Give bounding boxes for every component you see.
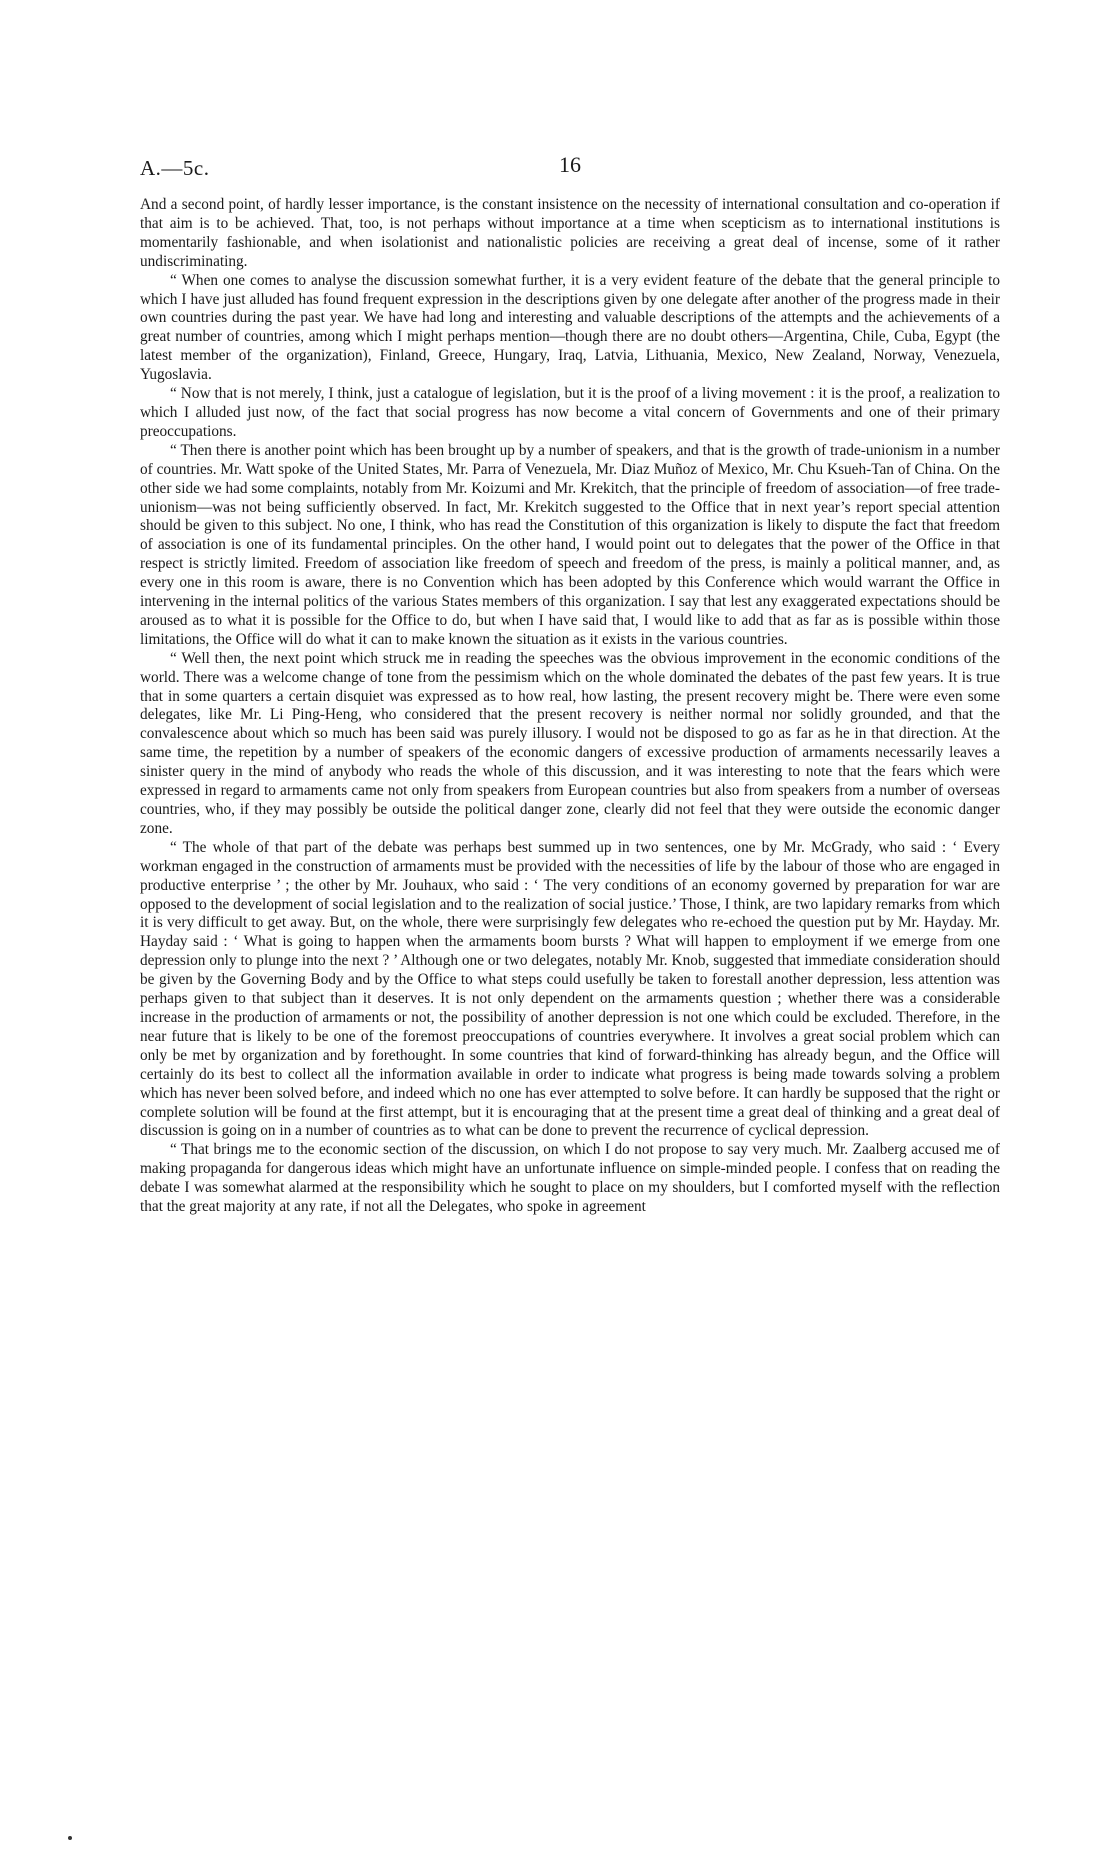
paragraph-6: “ The whole of that part of the debate was perhaps best summed up in two sentences, one by Mr. McGrady, who said : ‘ Every workman engaged in the construction of armaments must be provided with the necessities of life by the labour of those who are engaged in productive enterprise ’ ; the other by Mr. Jouhaux, who said : ‘ The very conditions of an economy governed by preparation for war are opposed to the development of social legislation and to the realization of social justice.’ Those, I think, are two lapidary remarks from which it is very difficult to get away. But, on the whole, there were surprisingly few delegates who re-echoed the question put by Mr. Hayday. Mr. Hayday said : ‘ What is going to happen when the armaments boom bursts ? What will happen to employment if we emerge from one depression only to plunge into the next ? ’ Although one or two delegates, notably Mr. Knob, suggested that immediate consideration should be given by the Governing Body and by the Office to what steps could usefully be taken to forestall another depression, less attention was perhaps given to that subject than it deserves. It is not only dependent on the armaments question ; whether there was a considerable increase in the production of armaments or not, the possibility of another depression is not one which could be excluded. Therefore, in the near future that is likely to be one of the foremost preoccupations of countries everywhere. It involves a great social problem which can only be met by organization and by forethought. In some countries that kind of forward-thinking has already begun, and the Office will certainly do its best to collect all the information available in order to indicate what progress is being made towards solving a problem which has never been solved before, and indeed which no one has ever attempted to solve before. It can hardly be supposed that the right or complete solution will be found at the first attempt, but it is encouraging that at the present time a great deal of thinking and a great deal of discussion is going on in a number of countries as to what can be done to prevent the recurrence of cyclical depression. <box>140 838 1000 1140</box>
page-number: 16 <box>559 152 581 177</box>
paragraph-2: “ When one comes to analyse the discussion somewhat further, it is a very evident feature of the debate that the general principle to which I have just alluded has found frequent expression in the descriptions given by one delegate after another of the progress made in their own countries during the past year. We have had long and interesting and valuable descriptions of the attempts and the achievements of a great number of countries, among which I might perhaps mention—though there are no doubt others—Argentina, Chile, Cuba, Egypt (the latest member of the organization), Finland, Greece, Hungary, Iraq, Latvia, Lithuania, Mexico, New Zealand, Norway, Venezuela, Yugoslavia. <box>140 271 1000 384</box>
paragraph-4: “ Then there is another point which has been brought up by a number of speakers, and that is the growth of trade-unionism in a number of countries. Mr. Watt spoke of the United States, Mr. Parra of Venezuela, Mr. Diaz Muñoz of Mexico, Mr. Chu Ksueh-Tan of China. On the other side we had some complaints, notably from Mr. Koizumi and Mr. Krekitch, that the principle of freedom of association—of free trade-unionism—was not being sufficiently observed. In fact, Mr. Krekitch suggested to the Office that in next year’s report special attention should be given to this subject. No one, I think, who has read the Constitution of this organization is likely to dispute the fact that freedom of association is one of its fundamental principles. On the other hand, I would point out to delegates that the power of the Office in that respect is strictly limited. Freedom of association like freedom of speech and freedom of the press, is mainly a political manner, and, as every one in this room is aware, there is no Convention which has been adopted by this Conference which would warrant the Office in intervening in the internal politics of the various States members of this organization. I say that lest any exaggerated expectations should be aroused as to what it is possible for the Office to do, but when I have said that, I would like to add that as far as is possible within those limitations, the Office will do what it can to make known the situation as it exists in the various countries. <box>140 441 1000 648</box>
document-reference: A.—5c. <box>140 156 210 180</box>
paragraph-5: “ Well then, the next point which struck me in reading the speeches was the obvious improvement in the economic conditions of the world. There was a welcome change of tone from the pessimism which on the whole dominated the debates of the past few years. It is true that in some quarters a certain disquiet was expressed as to how real, how lasting, the present recovery might be. There were even some delegates, like Mr. Li Ping-Heng, who considered that the present recovery is neither normal nor solidly grounded, and that the convalescence about which so much has been said was purely illusory. I would not be disposed to go as far as he in that direction. At the same time, the repetition by a number of speakers of the economic dangers of excessive production of armaments necessarily leaves a sinister query in the mind of anybody who reads the whole of this discussion, and it was interesting to note that the fears which were expressed in regard to armaments came not only from speakers from European countries but also from speakers from a number of overseas countries, who, if they may possibly be outside the political danger zone, clearly did not feel that they were outside the economic danger zone. <box>140 649 1000 837</box>
page-header <box>140 152 1000 186</box>
paragraph-1: And a second point, of hardly lesser importance, is the constant insistence on the necessity of international consultation and co-operation if that aim is to be achieved. That, too, is not perhaps without importance at a time when scepticism as to international institutions is momentarily fashionable, and when isolationist and nationalistic policies are receiving a great deal of incense, some of it rather undiscriminating. <box>140 196 1000 270</box>
paragraph-7: “ That brings me to the economic section of the discussion, on which I do not propose to say very much. Mr. Zaalberg accused me of making propaganda for dangerous ideas which might have an unfortunate influence on simple-minded people. I confess that on reading the debate I was somewhat alarmed at the responsibility which he sought to place on my shoulders, but I comforted myself with the reflection that the great majority at any rate, if not all the Delegates, who spoke in agreement <box>140 1141 1000 1216</box>
stray-mark <box>68 1836 72 1840</box>
paragraph-3: “ Now that is not merely, I think, just a catalogue of legislation, but it is the proof of a living movement : it is the proof, a realization to which I alluded just now, of the fact that social progress has now become a vital concern of Governments and one of their primary preoccupations. <box>140 385 1000 440</box>
body-text <box>140 196 1000 1217</box>
